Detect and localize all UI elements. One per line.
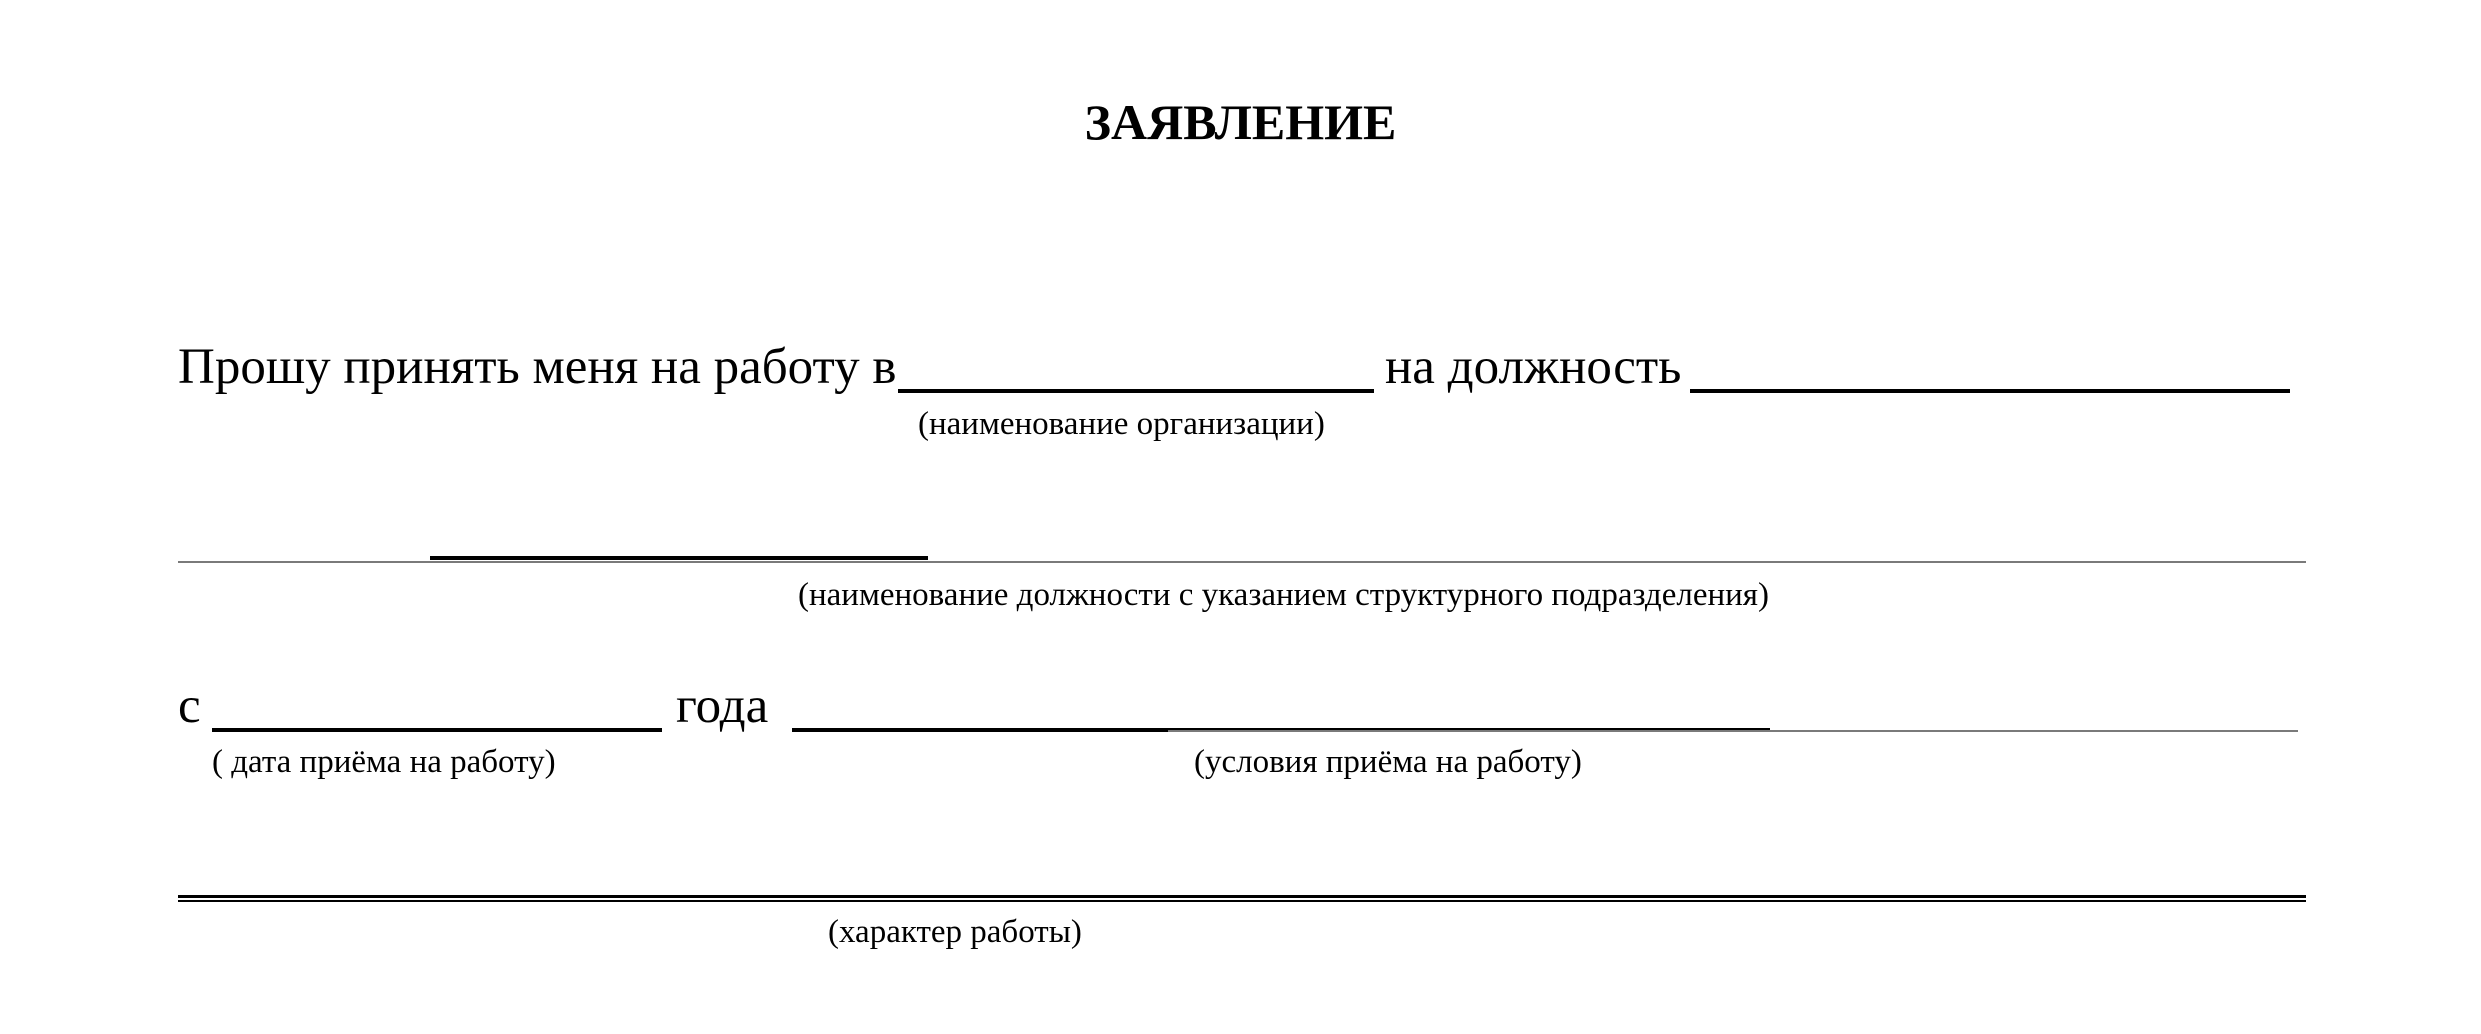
organization-caption: (наименование организации) (918, 406, 1325, 442)
conditions-line-extension[interactable] (1168, 730, 2298, 732)
request-text-start: Прошу принять меня на работу в (178, 339, 897, 395)
position-line-second[interactable] (178, 561, 2306, 563)
year-word: года (676, 678, 769, 734)
start-date-line[interactable] (212, 728, 662, 732)
request-text-position: на должность (1385, 339, 1682, 395)
work-character-line-bottom (178, 900, 2306, 902)
position-line-first[interactable] (1690, 389, 2290, 393)
document-title: ЗАЯВЛЕНИЕ (1084, 94, 1397, 150)
date-prefix: с (178, 678, 201, 734)
conditions-caption: (условия приёма на работу) (1194, 744, 1582, 780)
work-character-caption: (характер работы) (828, 914, 1082, 950)
start-date-caption: ( дата приёма на работу) (212, 744, 556, 780)
position-line-short[interactable] (430, 556, 928, 560)
position-caption: (наименование должности с указанием структурного подразделения) (798, 577, 1769, 613)
organization-name-line[interactable] (898, 389, 1374, 393)
work-character-line-top[interactable] (178, 895, 2306, 898)
